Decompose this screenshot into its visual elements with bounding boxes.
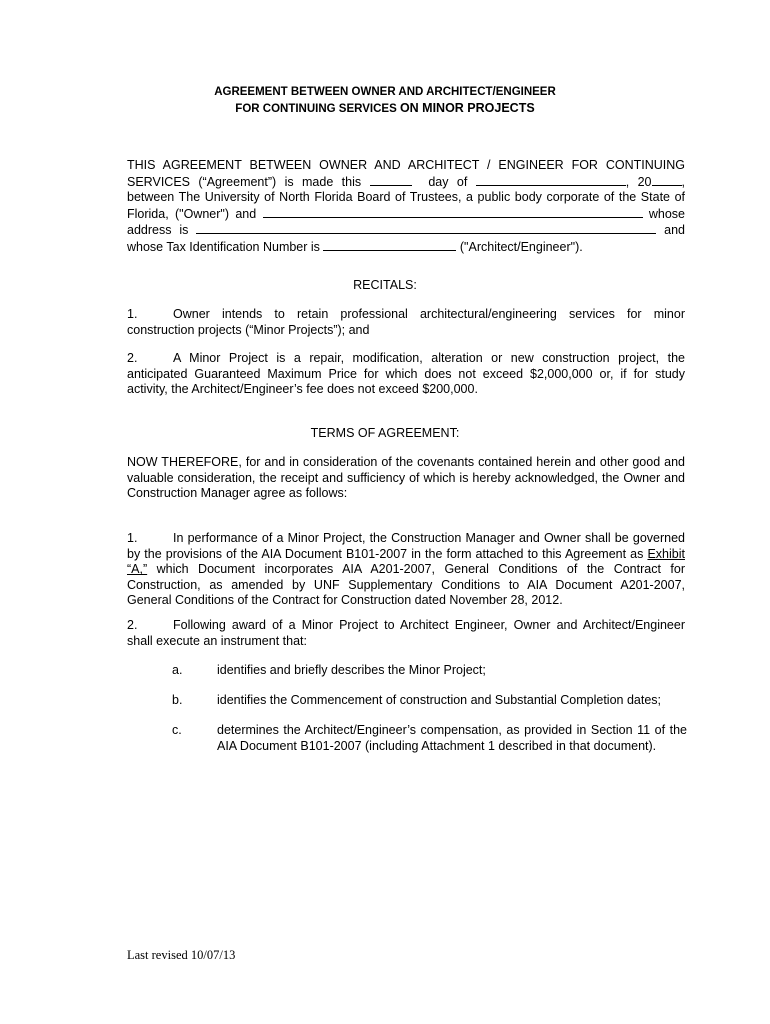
list-item-text — [217, 663, 687, 679]
recital-1-line-2: construction projects (“Minor Projects”); and — [127, 322, 370, 337]
intro-address-is: address is — [127, 223, 189, 238]
recital-1-number: 1. — [127, 307, 138, 321]
list-item-label: c. — [172, 723, 182, 737]
term-2-line-2: shall execute an instrument that: — [127, 633, 307, 648]
list-item-label: a. — [172, 663, 183, 677]
recital-2-text-1: A Minor Project is a repair, modification, alteration or new construction project, the — [173, 351, 685, 365]
term-1-text-2a: by the provisions of the AIA Document B101-2007 in the form attached to this Agreement as — [127, 546, 644, 561]
recital-1 — [127, 307, 685, 338]
now-therefore-line-1: NOW THEREFORE, for and in consideration of the covenants contained herein and other good and — [127, 455, 685, 469]
architect-name-blank — [263, 206, 643, 218]
intro-line-1: THIS AGREEMENT BETWEEN OWNER AND ARCHITECT / ENGINEER FOR CONTINUING — [127, 158, 685, 172]
recitals-heading: RECITALS: — [353, 278, 417, 292]
intro-architect-engineer: ("Architect/Engineer"). — [459, 239, 583, 254]
list-item-line-1: determines the Architect/Engineer’s compensation, as provided in Section 11 of the — [217, 723, 687, 737]
list-item-text — [217, 693, 687, 709]
day-blank — [370, 174, 412, 186]
intro-tax-id: whose Tax Identification Number is — [127, 239, 320, 254]
recital-2-line-2: anticipated Guaranteed Maximum Price for which does not exceed $2,000,000 or, if for study — [127, 366, 685, 381]
intro-whose: whose — [648, 206, 685, 221]
term-2-number: 2. — [127, 618, 138, 632]
list-item-label: b. — [172, 693, 183, 707]
recital-1-line-1 — [127, 307, 685, 323]
recital-2-number: 2. — [127, 351, 138, 365]
intro-paragraph — [127, 158, 685, 256]
term-1-text-1: In performance of a Minor Project, the Construction Manager and Owner shall be governed — [173, 531, 685, 545]
term-1-line-1 — [127, 531, 685, 547]
term-2-line-1 — [127, 618, 685, 634]
terms-heading: TERMS OF AGREEMENT: — [310, 426, 460, 440]
title-line-2-part-a: FOR CONTINUING SERVICES — [235, 103, 400, 115]
recital-1-text-1: Owner intends to retain professional architectural/engineering services for minor — [173, 307, 685, 321]
address-blank — [196, 222, 656, 234]
title-line-2-part-b: ON MINOR PROJECTS — [399, 101, 535, 115]
intro-year-prefix: , 20 — [625, 174, 652, 189]
exhibit-link: Exhibit — [647, 546, 685, 561]
list-item-text — [217, 723, 687, 754]
term-1-line-3 — [127, 562, 685, 578]
intro-line-3: between The University of North Florida Board of Trustees, a public body corporate of the State of — [127, 190, 685, 205]
recital-2-line-1 — [127, 351, 685, 367]
intro-line-6 — [127, 239, 685, 256]
year-blank — [652, 174, 682, 186]
intro-line-5 — [127, 222, 685, 239]
intro-line-4 — [127, 206, 685, 223]
month-blank — [476, 174, 626, 186]
exhibit-a-label: “A,” — [127, 562, 148, 577]
list-item-line-1: identifies the Commencement of construction and Substantial Completion dates; — [217, 693, 661, 707]
recital-2-line-3: activity, the Architect/Engineer’s fee does not exceed $200,000. — [127, 382, 478, 397]
intro-day-of: day of — [428, 174, 468, 189]
now-therefore-line-3: Construction Manager agree as follows: — [127, 486, 348, 501]
list-item-line-1: identifies and briefly describes the Minor Project; — [217, 663, 486, 677]
term-1-text-3: which Document incorporates AIA A201-2007, General Conditions of the Contract for — [147, 562, 685, 577]
revision-footer: Last revised 10/07/13 — [127, 948, 236, 962]
intro-owner-and: Florida, ("Owner") and — [127, 206, 257, 221]
term-1-line-5: General Conditions of the Contract for Construction dated November 28, 2012. — [127, 593, 563, 608]
term-1-number: 1. — [127, 531, 138, 545]
document-title-line-2 — [0, 101, 770, 115]
now-therefore-paragraph — [127, 455, 685, 502]
term-2 — [127, 618, 685, 649]
intro-line-2 — [127, 174, 685, 191]
recital-2 — [127, 351, 685, 398]
intro-made-this: SERVICES (“Agreement”) is made this — [127, 174, 362, 189]
term-1-line-2 — [127, 547, 685, 563]
now-therefore-line-2: valuable consideration, the receipt and sufficiency of which is hereby acknowledged, the Owner and — [127, 470, 685, 485]
term-2-text-1: Following award of a Minor Project to Architect Engineer, Owner and Architect/Engineer — [173, 618, 685, 632]
list-item-line-2: AIA Document B101-2007 (including Attachment 1 described in that document). — [217, 738, 657, 753]
intro-comma: , — [681, 174, 685, 189]
document-title-line-1: AGREEMENT BETWEEN OWNER AND ARCHITECT/ENGINEER — [214, 86, 556, 98]
tax-id-blank — [323, 239, 456, 251]
term-1-line-4: Construction, as amended by UNF Supplementary Conditions to AIA Document A201-2007, — [127, 577, 685, 592]
intro-and: and — [664, 223, 685, 238]
term-1 — [127, 531, 685, 609]
